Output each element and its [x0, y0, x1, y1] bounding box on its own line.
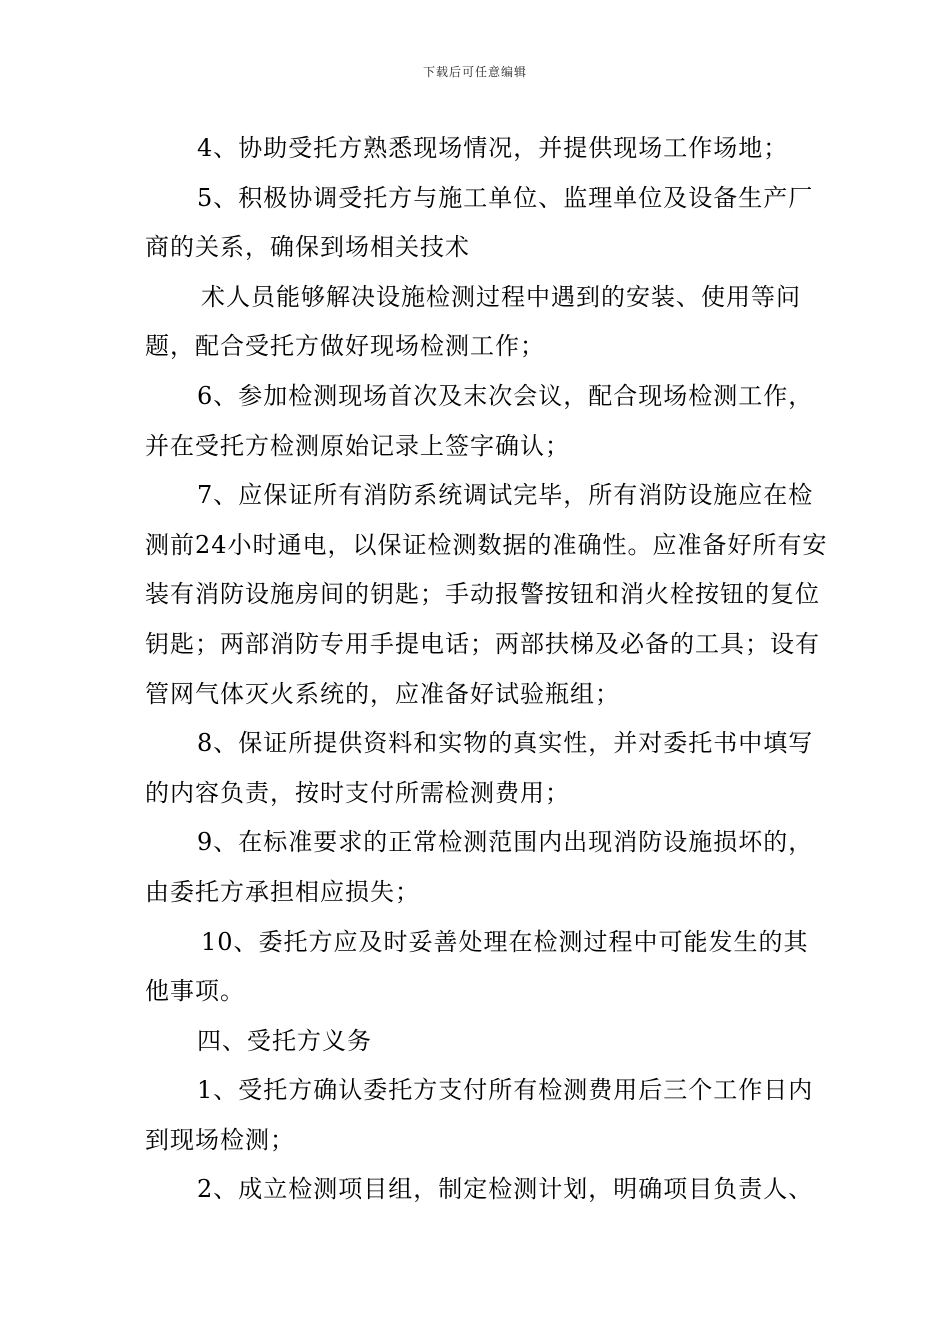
document-body: [145, 124, 830, 1215]
paragraph-item-5: 5、积极协调受托方与施工单位、监理单位及设备生产厂商的关系，确保到场相关技术: [145, 183, 814, 262]
paragraph-item-2: 2、成立检测项目组，制定检测计划，明确项目负责人、: [197, 1175, 814, 1204]
paragraph-item-7: 7、应保证所有消防系统调试完毕，所有消防设施应在检测前24小时通电，以保证检测数据的准确性。应准备好所有安装有消防设施房间的钥匙；手动报警按钮和消火栓按钮的复位钥匙；两部消防专用手提电话；两部扶梯及必备的工具；设有管网气体灭火系统的，应准备好试验瓶组；: [145, 481, 828, 708]
paragraph-item-9: 9、在标准要求的正常检测范围内出现消防设施损坏的，由委托方承担相应损失；: [145, 828, 814, 906]
section-heading: 四、受托方义务: [197, 1026, 372, 1055]
paragraph-item-4: 4、协助受托方熟悉现场情况，并提供现场工作场地；: [197, 134, 789, 162]
paragraph-continuation: 术人员能够解决设施检测过程中遇到的安装、使用等问题，配合受托方做好现场检测工作；: [145, 282, 801, 361]
paragraph-item-10: 10、委托方应及时妥善处理在检测过程中可能发生的其他事项。: [145, 927, 809, 1006]
page-header: 下载后可任意编辑: [422, 65, 527, 79]
paragraph-item-6: 6、参加检测现场首次及末次会议，配合现场检测工作，并在受托方检测原始记录上签字确认；: [145, 381, 814, 460]
paragraph-item-1: 1、受托方确认委托方支付所有检测费用后三个工作日内到现场检测；: [145, 1076, 814, 1154]
paragraph-item-8: 8、保证所提供资料和实物的真实性，并对委托书中填写的内容负责，按时支付所需检测费用；: [145, 729, 814, 807]
